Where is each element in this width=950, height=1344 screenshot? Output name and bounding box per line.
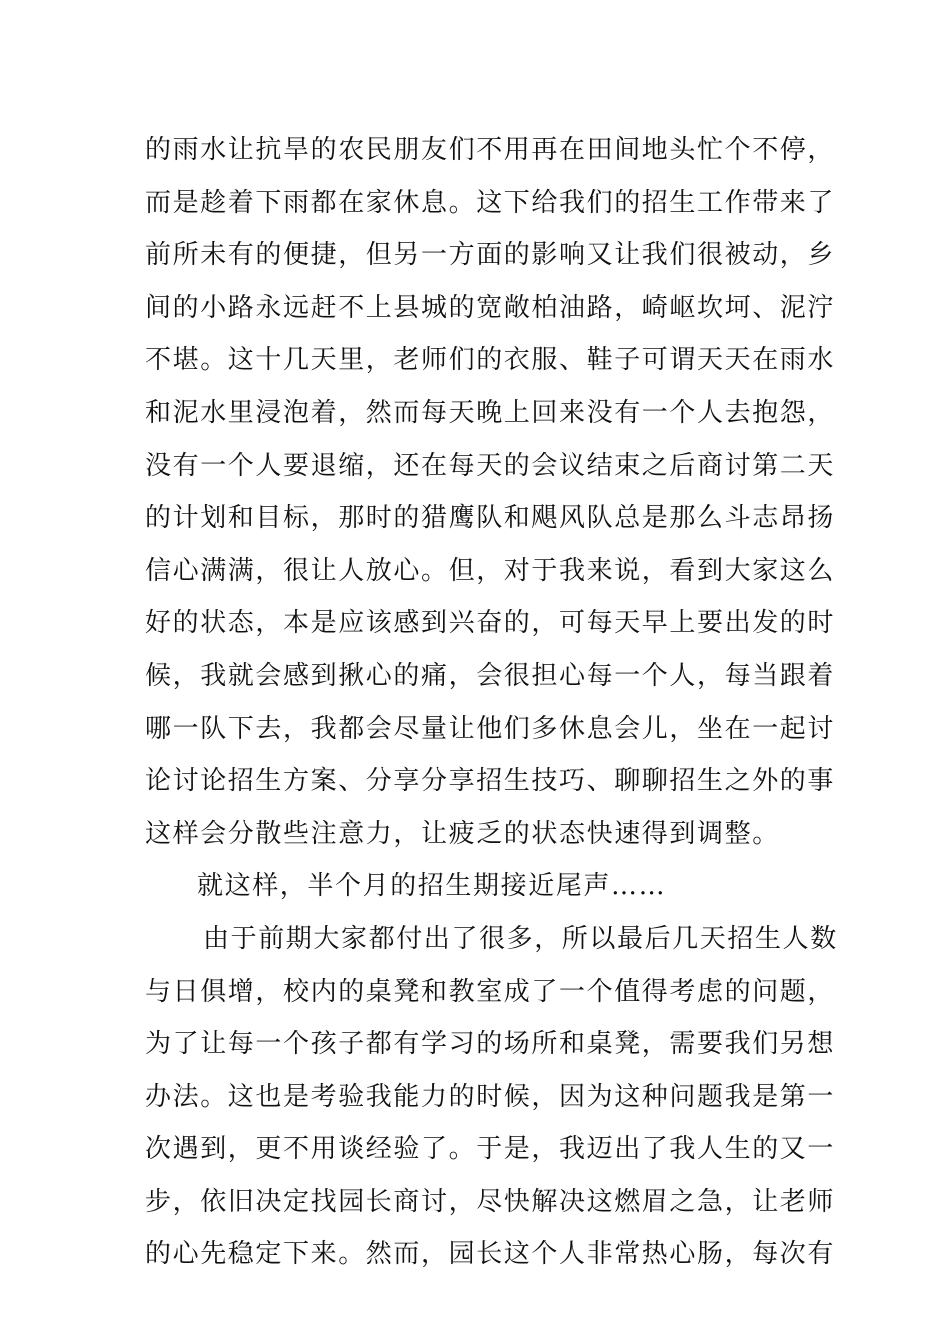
text-line: 哪一队下去，我都会尽量让他们多休息会儿，坐在一起讨 <box>145 713 836 744</box>
text-line: 次遇到，更不用谈经验了。于是，我迈出了我人生的又一 <box>145 1134 836 1165</box>
text-line: 论讨论招生方案、分享分享招生技巧、聊聊招生之外的事 <box>145 766 836 797</box>
text-line: 信心满满，很让人放心。但，对于我来说，看到大家这么 <box>145 555 836 586</box>
text-line: 的心先稳定下来。然而，园长这个人非常热心肠，每次有 <box>145 1239 836 1270</box>
text-line: 不堪。这十几天里，老师们的衣服、鞋子可谓天天在雨水 <box>145 345 836 376</box>
body-text <box>145 124 838 1281</box>
text-line: 前所未有的便捷，但另一方面的影响又让我们很被动，乡 <box>145 240 836 271</box>
text-line: 和泥水里浸泡着，然而每天晚上回来没有一个人去抱怨， <box>145 397 836 428</box>
text-line: 好的状态，本是应该感到兴奋的，可每天早上要出发的时 <box>145 608 836 639</box>
text-line: 与日俱增，校内的桌凳和教室成了一个值得考虑的问题， <box>145 976 836 1007</box>
text-line: 的计划和目标，那时的猎鹰队和飓风队总是那么斗志昂扬 <box>145 503 836 534</box>
paragraph-first-line: 就这样，半个月的招生期接近尾声…… <box>197 871 667 902</box>
text-line: 办法。这也是考验我能力的时候，因为这种问题我是第一 <box>145 1081 836 1112</box>
text-line: 的雨水让抗旱的农民朋友们不用再在田间地头忙个不停， <box>145 135 836 165</box>
text-line: 步，依旧决定找园长商讨，尽快解决这燃眉之急，让老师 <box>145 1186 836 1217</box>
paragraph-first-line: 由于前期大家都付出了很多，所以最后几天招生人数 <box>203 923 838 954</box>
text-line: 没有一个人要退缩，还在每天的会议结束之后商讨第二天 <box>145 450 836 481</box>
text-line: 为了让每一个孩子都有学习的场所和桌凳，需要我们另想 <box>145 1029 836 1060</box>
text-line: 候，我就会感到揪心的痛，会很担心每一个人，每当跟着 <box>145 660 836 691</box>
text-line: 间的小路永远赶不上县城的宽敞柏油路，崎岖坎坷、泥泞 <box>145 292 836 323</box>
text-line: 而是趁着下雨都在家休息。这下给我们的招生工作带来了 <box>145 187 836 218</box>
text-line: 这样会分散些注意力，让疲乏的状态快速得到调整。 <box>145 818 780 849</box>
